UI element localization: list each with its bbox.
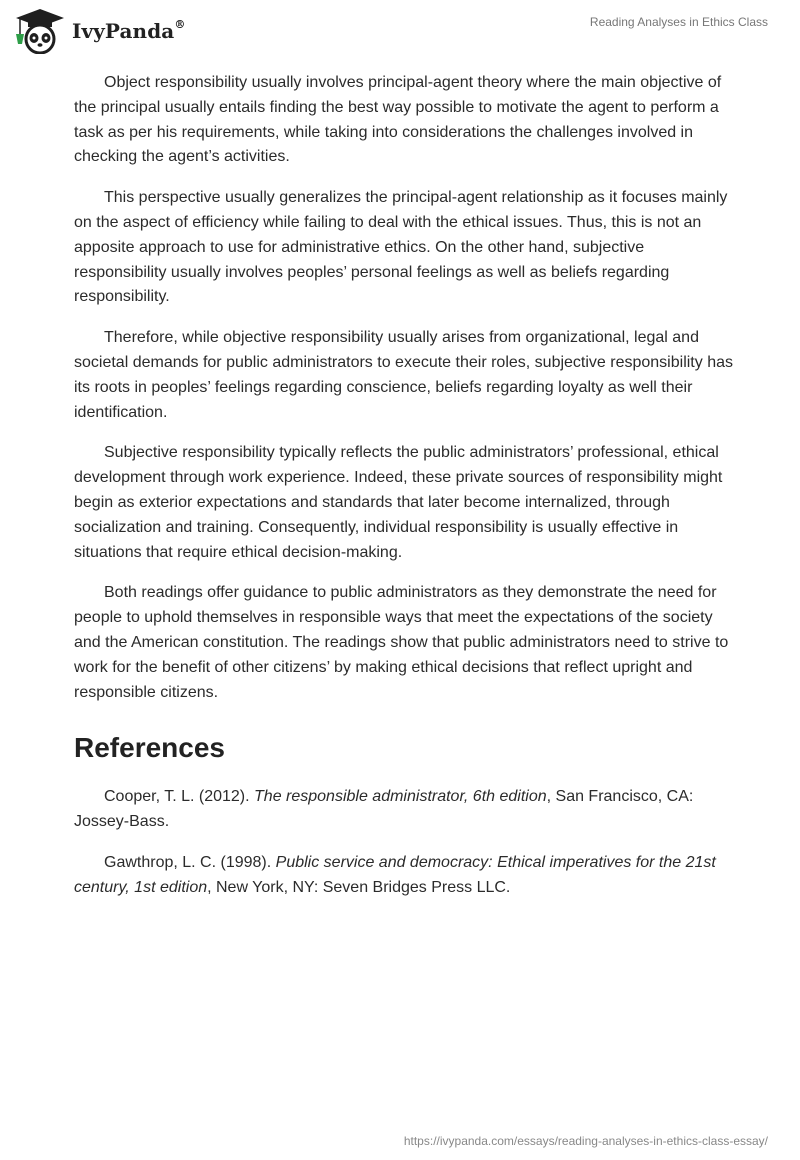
- body-paragraph: This perspective usually generalizes the principal-agent relationship as it focuses mainly on the aspect of efficiency while failing to deal with the ethical issues. Thus, this is not an apposite approach to use for administrative ethics. On the other hand, subjective responsibility usually involves peoples’ personal feelings as well as beliefs regarding responsibility.: [74, 189, 728, 306]
- source-url[interactable]: https://ivypanda.com/essays/reading-analyses-in-ethics-class-essay/: [403, 1134, 768, 1148]
- body-paragraph: Subjective responsibility typically reflects the public administrators’ professional, ethical development through work experience. Indeed, these private sources of responsibility might begin as exterior expectations and standards that later become internalized, through socialization and training. Consequently, individual responsibility is usually effective in situations that require ethical decision-making.: [74, 444, 723, 561]
- body-paragraph: Both readings offer guidance to public administrators as they demonstrate the need for people to uphold themselves in responsible ways that meet the expectations of the society and the American constitution. The readings show that public administrators need to strive to work for the benefit of other citizens’ by making ethical decisions that reflect upright and responsible citizens.: [74, 584, 729, 701]
- panda-logo-icon: [14, 8, 66, 54]
- logo-text: IvyPanda®: [72, 18, 186, 43]
- document-title: Reading Analyses in Ethics Class: [589, 15, 768, 29]
- reference-item: Cooper, T. L. (2012). The responsible administrator, 6th edition, San Francisco, CA: Jossey-Bass.: [74, 788, 694, 831]
- references-heading: References: [74, 732, 225, 764]
- page-header: [0, 0, 800, 64]
- reference-item: Gawthrop, L. C. (1998). Public service and democracy: Ethical imperatives for the 21st century, 1st edition, New York, NY: Seven Bridges Press LLC.: [74, 853, 716, 896]
- ivypanda-logo[interactable]: [14, 8, 185, 54]
- essay-content: [74, 71, 734, 917]
- body-paragraph: Object responsibility usually involves principal-agent theory where the main objective of the principal usually entails finding the best way possible to motivate the agent to perform a task as per his requirements, while taking into considerations the challenges involved in checking the agent’s activities.: [74, 74, 722, 166]
- body-paragraph: Therefore, while objective responsibility usually arises from organizational, legal and societal demands for public administrators to execute their roles, subjective responsibility has its roots in peoples’ feelings regarding conscience, beliefs regarding loyalty as well their identification.: [74, 329, 733, 421]
